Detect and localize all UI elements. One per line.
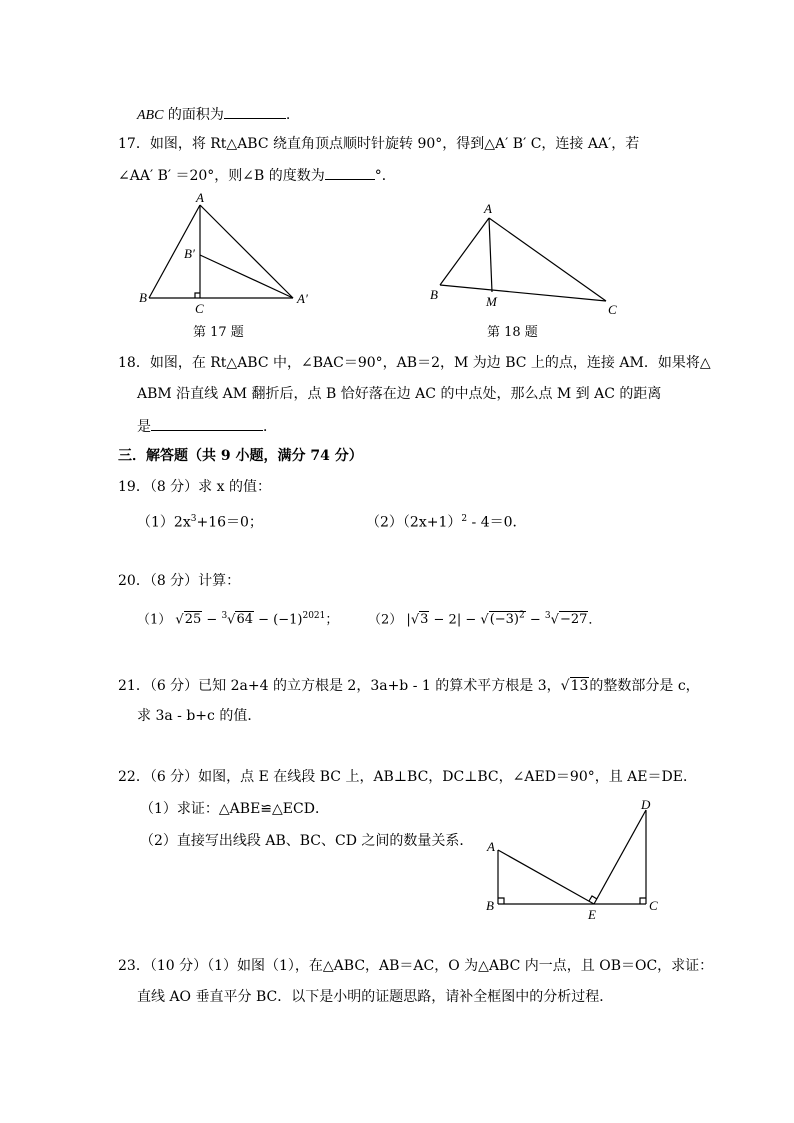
- q22-stem: 22．（6 分）如图，点 E 在线段 BC 上，AB⊥BC，DC⊥BC，∠AED＝90°，且 AE＝DE．: [118, 769, 697, 785]
- fig18-label-c: C: [608, 302, 617, 317]
- q20-stem: 20．（8 分）计算：: [118, 573, 241, 589]
- q20-p2-rad3: 3: [420, 612, 429, 628]
- fig22-edge-ae: [498, 850, 594, 904]
- fig17-right-angle: [195, 293, 200, 298]
- fig22-label-e: E: [588, 907, 596, 922]
- q17-line2: [118, 165, 396, 185]
- q19-p1-b: +16＝0；: [196, 514, 263, 531]
- q19-stem: 19．（8 分）求 x 的值：: [118, 479, 271, 495]
- q16-end: .: [285, 107, 291, 123]
- q20-p2-abs-open: |: [406, 612, 411, 628]
- fig18-edge-ac: [489, 218, 606, 301]
- fig18-label-b: B: [430, 287, 438, 302]
- fig17-edge-bpap: [200, 255, 293, 298]
- fig18-label-m: M: [486, 294, 497, 309]
- fig22-label-b: B: [486, 898, 494, 913]
- q20-p1-rad2: 64: [236, 612, 254, 628]
- q20-p2-m2: −: [525, 612, 545, 628]
- q19-part1: [137, 510, 263, 532]
- figure-18: [428, 198, 628, 318]
- q19-p2-label: （2）: [366, 514, 403, 531]
- q20-p1-minus1: −: [202, 612, 222, 628]
- q17-line2-end: °．: [374, 168, 396, 184]
- cbrt-icon: √: [227, 612, 236, 628]
- q20-p2-rad4-exp: 2: [519, 611, 525, 621]
- q16-answer-blank[interactable]: [224, 104, 286, 119]
- q19-p2-a: （2x+1）: [402, 514, 462, 531]
- fig22-label-a: A: [487, 839, 495, 854]
- fig18-label-a: A: [484, 201, 492, 216]
- q20-p1-rad1: 25: [184, 612, 202, 628]
- q20-p1-label: （1）: [137, 612, 172, 628]
- q17-line1: 17．如图，将 Rt△ABC 绕直角顶点顺时针旋转 90°，得到△A′ B′ C，连接 AA′，若: [118, 136, 640, 152]
- q20-p2-end: ．: [588, 612, 602, 628]
- q21-line1-b: 的整数部分是 c，: [589, 678, 700, 694]
- q23-line1: 23．（10 分）（1）如图（1），在△ABC，AB＝AC，O 为△ABC 内一点，且 OB＝OC，求证：: [118, 958, 714, 974]
- q20-p2-index: 3: [544, 611, 551, 621]
- q17-line2-text: ∠AA′ B′ ＝20°，则∠B 的度数为: [118, 168, 325, 184]
- caption-18: 第 18 题: [487, 325, 538, 340]
- cbrt-icon: √: [550, 612, 559, 628]
- q20-part1: [137, 607, 338, 629]
- q19-p2-b: - 4＝0．: [467, 514, 527, 531]
- q20-p2-rad4-base: (−3): [489, 612, 519, 628]
- q17-answer-blank[interactable]: [325, 165, 375, 180]
- q22-part2: （2）直接写出线段 AB、BC、CD 之间的数量关系．: [140, 833, 474, 849]
- q20-p1-rest: − (−1): [254, 612, 303, 628]
- q18-line3-end: ．: [263, 419, 277, 435]
- q20-p2-abs-inner: − 2: [429, 612, 457, 628]
- section-3-title: 三．解答题（共 9 小题，满分 74 分）: [118, 448, 363, 464]
- figure-17: [135, 192, 335, 317]
- q18-line1: 18．如图，在 Rt△ABC 中，∠BAC＝90°，AB＝2，M 为边 BC 上的点，连接 AM．如果将△: [118, 355, 711, 371]
- q20-p2-rad5: −27: [559, 612, 588, 628]
- q21-rad: 13: [570, 678, 589, 694]
- fig17-label-ap: A′: [297, 291, 308, 306]
- q21-line1-a: 21．（6 分）已知 2a+4 的立方根是 2，3a+b - 1 的算术平方根是 3，: [118, 678, 561, 694]
- fig22-right-angle-b: [498, 898, 504, 904]
- q16-prefix: ABC: [137, 108, 164, 123]
- q20-p2-abs-close: |: [456, 612, 462, 628]
- fig22-label-c: C: [649, 898, 658, 913]
- sqrt-icon: √: [175, 612, 184, 628]
- q18-answer-blank[interactable]: [151, 416, 263, 431]
- fig18-edge-ab: [440, 218, 489, 285]
- q23-line2: 直线 AO 垂直平分 BC．以下是小明的证题思路，请补全框图中的分析过程．: [137, 989, 614, 1005]
- q18-line2: ABM 沿直线 AM 翻折后，点 B 恰好落在边 AC 的中点处，那么点 M 到 AC 的距离: [137, 386, 662, 402]
- q16-tail: [137, 104, 290, 125]
- sqrt-icon: √: [480, 612, 489, 628]
- q20-p1-index: 3: [221, 611, 228, 621]
- sqrt-icon: √: [410, 612, 420, 628]
- fig17-label-c: C: [195, 301, 204, 316]
- sqrt-icon: √: [560, 678, 570, 694]
- q20-p2-rad4: [489, 611, 526, 627]
- figure-22: [480, 793, 680, 923]
- fig22-edge-ed: [594, 810, 646, 904]
- fig17-edge-aap: [200, 205, 293, 298]
- q20-p2-label: （2）: [368, 612, 403, 628]
- q22-part1: （1）求证：△ABE≌△ECD．: [140, 801, 329, 817]
- q18-line3-text: 是: [137, 419, 151, 435]
- q16-text: 的面积为: [163, 107, 224, 123]
- q21-line1: [118, 677, 700, 695]
- fig22-right-angle-c: [640, 898, 646, 904]
- q20-p2-m1: −: [461, 612, 481, 628]
- fig18-edge-am: [489, 218, 492, 292]
- q19-p1-a: 2x: [173, 514, 191, 531]
- q18-line3: [137, 416, 277, 436]
- fig17-label-bp: B′: [184, 246, 195, 261]
- q19-part2: [366, 510, 527, 532]
- q20-p1-exp: 2021: [302, 611, 326, 621]
- fig17-label-a: A: [196, 190, 204, 205]
- caption-17: 第 17 题: [193, 325, 244, 340]
- fig22-label-d: D: [641, 797, 651, 812]
- q20-p1-end: ；: [325, 612, 339, 628]
- fig18-edge-bc: [440, 285, 606, 301]
- fig17-label-b: B: [139, 290, 147, 305]
- q19-p2-exp: 2: [461, 514, 468, 524]
- q19-p1-exp: 3: [190, 514, 197, 524]
- q21-line2: 求 3a - b+c 的值．: [137, 708, 262, 724]
- q19-p1-label: （1）: [137, 514, 174, 531]
- q20-part2: [368, 607, 601, 629]
